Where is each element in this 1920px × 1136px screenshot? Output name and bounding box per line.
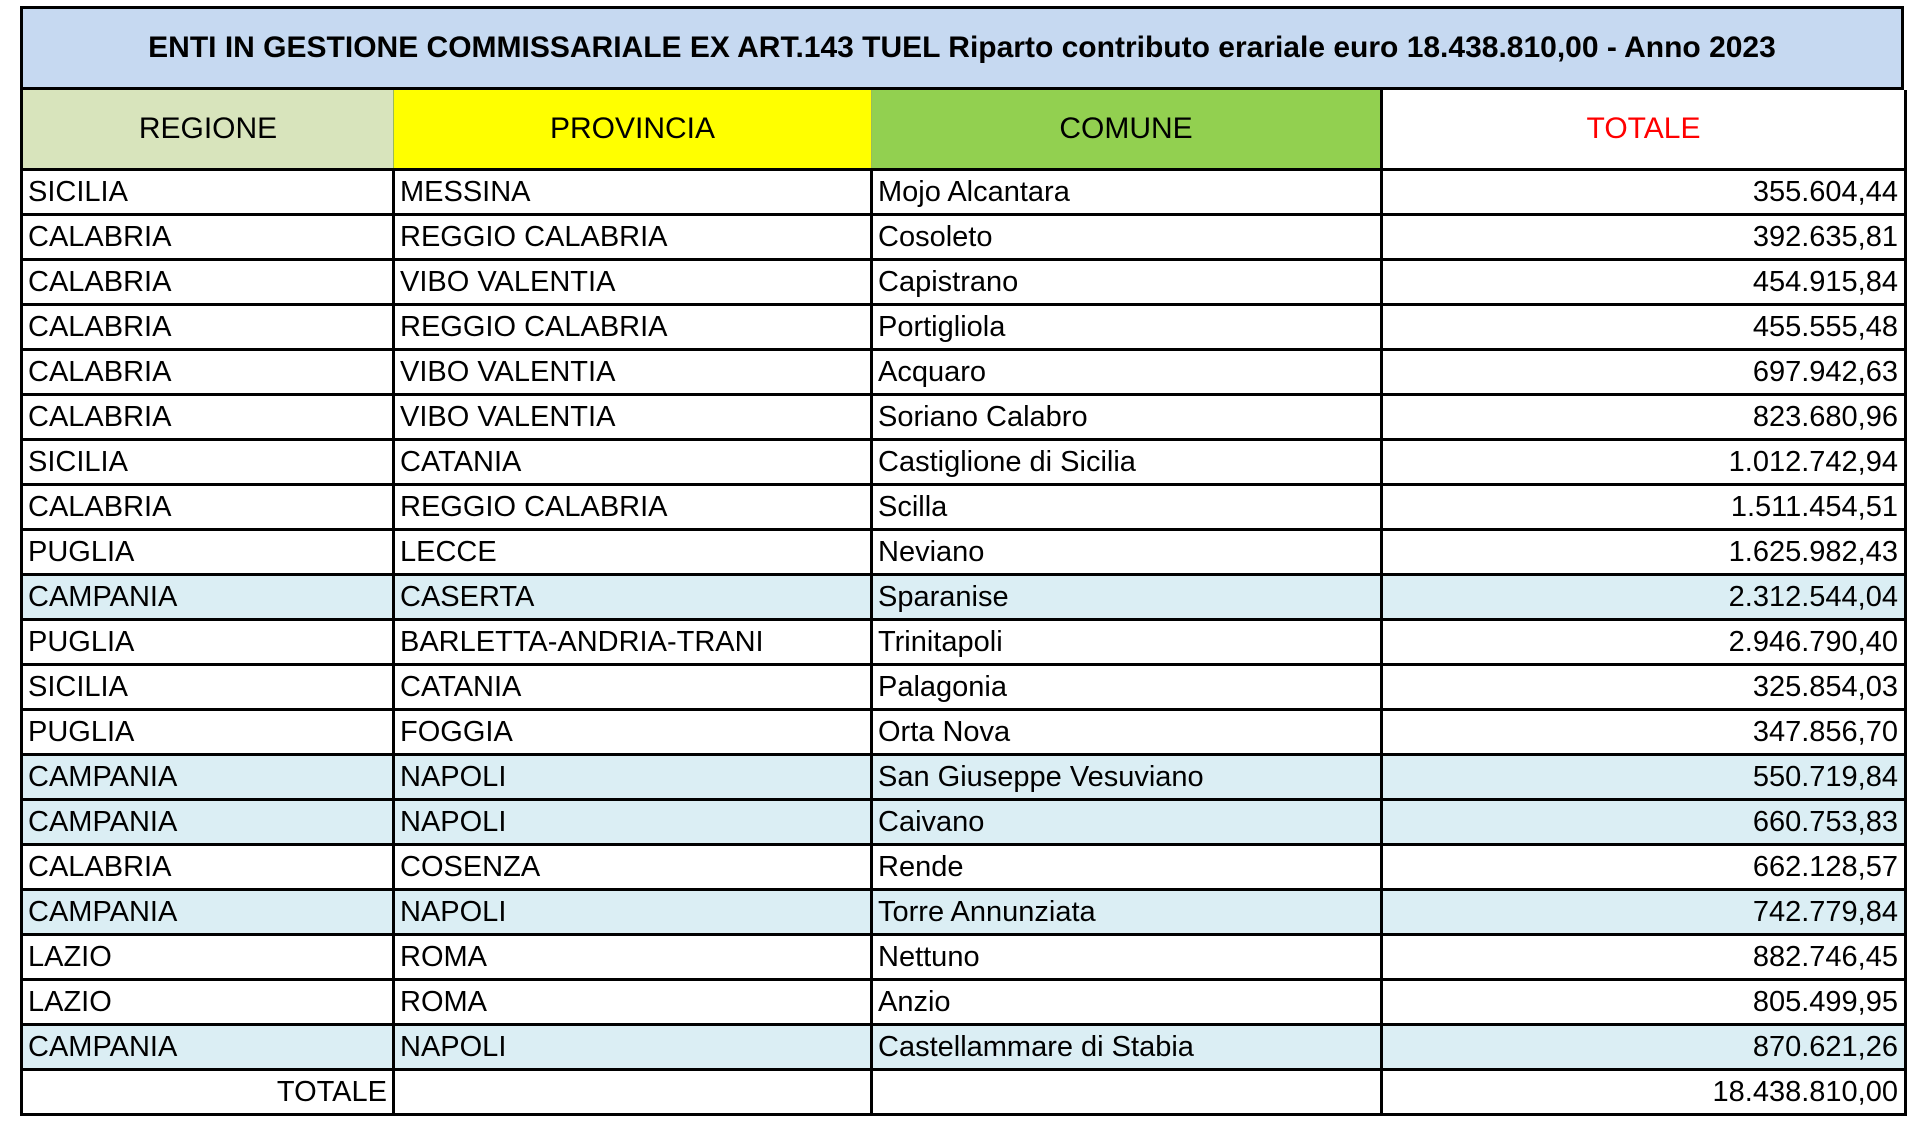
cell-regione: LAZIO [22, 980, 394, 1025]
cell-regione: SICILIA [22, 665, 394, 710]
table-row [22, 260, 1906, 305]
cell-totale: 660.753,83 [1382, 800, 1906, 845]
cell-regione: CAMPANIA [22, 800, 394, 845]
cell-regione: SICILIA [22, 170, 394, 215]
cell-comune: Castellammare di Stabia [872, 1025, 1382, 1070]
cell-totale: 662.128,57 [1382, 845, 1906, 890]
cell-provincia: CASERTA [394, 575, 872, 620]
cell-comune: Caivano [872, 800, 1382, 845]
cell-comune: Soriano Calabro [872, 395, 1382, 440]
cell-comune: Portigliola [872, 305, 1382, 350]
cell-provincia: VIBO VALENTIA [394, 350, 872, 395]
cell-comune: Palagonia [872, 665, 1382, 710]
cell-comune: Anzio [872, 980, 1382, 1025]
cell-totale: 823.680,96 [1382, 395, 1906, 440]
cell-totale: 2.312.544,04 [1382, 575, 1906, 620]
cell-totale: 2.946.790,40 [1382, 620, 1906, 665]
cell-provincia: NAPOLI [394, 1025, 872, 1070]
header-row [22, 90, 1906, 170]
cell-provincia: ROMA [394, 935, 872, 980]
cell-comune: Castiglione di Sicilia [872, 440, 1382, 485]
cell-provincia: NAPOLI [394, 755, 872, 800]
table-row [22, 530, 1906, 575]
table-row [22, 935, 1906, 980]
total-row [22, 1070, 1906, 1115]
cell-comune: Capistrano [872, 260, 1382, 305]
cell-totale: 455.555,48 [1382, 305, 1906, 350]
cell-comune: Neviano [872, 530, 1382, 575]
cell-provincia: NAPOLI [394, 800, 872, 845]
cell-regione: CALABRIA [22, 485, 394, 530]
cell-provincia: VIBO VALENTIA [394, 395, 872, 440]
cell-totale: 1.625.982,43 [1382, 530, 1906, 575]
total-empty-provincia [394, 1070, 872, 1115]
allocation-table [20, 90, 1907, 1116]
cell-totale: 1.012.742,94 [1382, 440, 1906, 485]
cell-comune: Scilla [872, 485, 1382, 530]
cell-provincia: BARLETTA-ANDRIA-TRANI [394, 620, 872, 665]
cell-regione: PUGLIA [22, 530, 394, 575]
total-label: TOTALE [22, 1070, 394, 1115]
cell-comune: San Giuseppe Vesuviano [872, 755, 1382, 800]
table-row [22, 800, 1906, 845]
cell-totale: 392.635,81 [1382, 215, 1906, 260]
cell-provincia: COSENZA [394, 845, 872, 890]
total-empty-comune [872, 1070, 1382, 1115]
table-row [22, 1025, 1906, 1070]
cell-totale: 697.942,63 [1382, 350, 1906, 395]
cell-regione: CALABRIA [22, 215, 394, 260]
cell-provincia: LECCE [394, 530, 872, 575]
cell-totale: 742.779,84 [1382, 890, 1906, 935]
cell-totale: 882.746,45 [1382, 935, 1906, 980]
table-row [22, 620, 1906, 665]
cell-regione: CAMPANIA [22, 755, 394, 800]
cell-comune: Orta Nova [872, 710, 1382, 755]
table-row [22, 890, 1906, 935]
table-title: ENTI IN GESTIONE COMMISSARIALE EX ART.143 TUEL Riparto contributo erariale euro 18.438.810,00 - Anno 2023 [20, 6, 1904, 90]
cell-provincia: REGGIO CALABRIA [394, 305, 872, 350]
header-comune: COMUNE [872, 90, 1382, 170]
cell-comune: Rende [872, 845, 1382, 890]
cell-regione: CALABRIA [22, 350, 394, 395]
table-row [22, 170, 1906, 215]
cell-regione: LAZIO [22, 935, 394, 980]
cell-totale: 355.604,44 [1382, 170, 1906, 215]
cell-provincia: CATANIA [394, 440, 872, 485]
cell-regione: CALABRIA [22, 305, 394, 350]
cell-totale: 1.511.454,51 [1382, 485, 1906, 530]
total-value: 18.438.810,00 [1382, 1070, 1906, 1115]
table-row [22, 665, 1906, 710]
cell-provincia: REGGIO CALABRIA [394, 485, 872, 530]
cell-totale: 454.915,84 [1382, 260, 1906, 305]
table-row [22, 350, 1906, 395]
cell-comune: Torre Annunziata [872, 890, 1382, 935]
cell-regione: CAMPANIA [22, 890, 394, 935]
cell-regione: CALABRIA [22, 845, 394, 890]
cell-provincia: NAPOLI [394, 890, 872, 935]
cell-totale: 550.719,84 [1382, 755, 1906, 800]
cell-regione: PUGLIA [22, 710, 394, 755]
table-row [22, 710, 1906, 755]
cell-provincia: CATANIA [394, 665, 872, 710]
cell-comune: Nettuno [872, 935, 1382, 980]
spreadsheet [20, 6, 1904, 1116]
cell-provincia: VIBO VALENTIA [394, 260, 872, 305]
table-row [22, 845, 1906, 890]
cell-regione: PUGLIA [22, 620, 394, 665]
cell-regione: CALABRIA [22, 395, 394, 440]
cell-regione: CAMPANIA [22, 575, 394, 620]
cell-totale: 347.856,70 [1382, 710, 1906, 755]
cell-regione: SICILIA [22, 440, 394, 485]
cell-provincia: REGGIO CALABRIA [394, 215, 872, 260]
header-totale: TOTALE [1382, 90, 1906, 170]
table-row [22, 440, 1906, 485]
cell-totale: 805.499,95 [1382, 980, 1906, 1025]
table-row [22, 215, 1906, 260]
cell-totale: 325.854,03 [1382, 665, 1906, 710]
cell-comune: Acquaro [872, 350, 1382, 395]
table-row [22, 485, 1906, 530]
cell-regione: CAMPANIA [22, 1025, 394, 1070]
header-regione: REGIONE [22, 90, 394, 170]
header-provincia: PROVINCIA [394, 90, 872, 170]
table-row [22, 755, 1906, 800]
table-row [22, 980, 1906, 1025]
cell-provincia: FOGGIA [394, 710, 872, 755]
cell-totale: 870.621,26 [1382, 1025, 1906, 1070]
table-row [22, 395, 1906, 440]
cell-provincia: ROMA [394, 980, 872, 1025]
cell-comune: Sparanise [872, 575, 1382, 620]
cell-comune: Trinitapoli [872, 620, 1382, 665]
cell-regione: CALABRIA [22, 260, 394, 305]
table-row [22, 575, 1906, 620]
cell-comune: Cosoleto [872, 215, 1382, 260]
table-row [22, 305, 1906, 350]
cell-provincia: MESSINA [394, 170, 872, 215]
cell-comune: Mojo Alcantara [872, 170, 1382, 215]
